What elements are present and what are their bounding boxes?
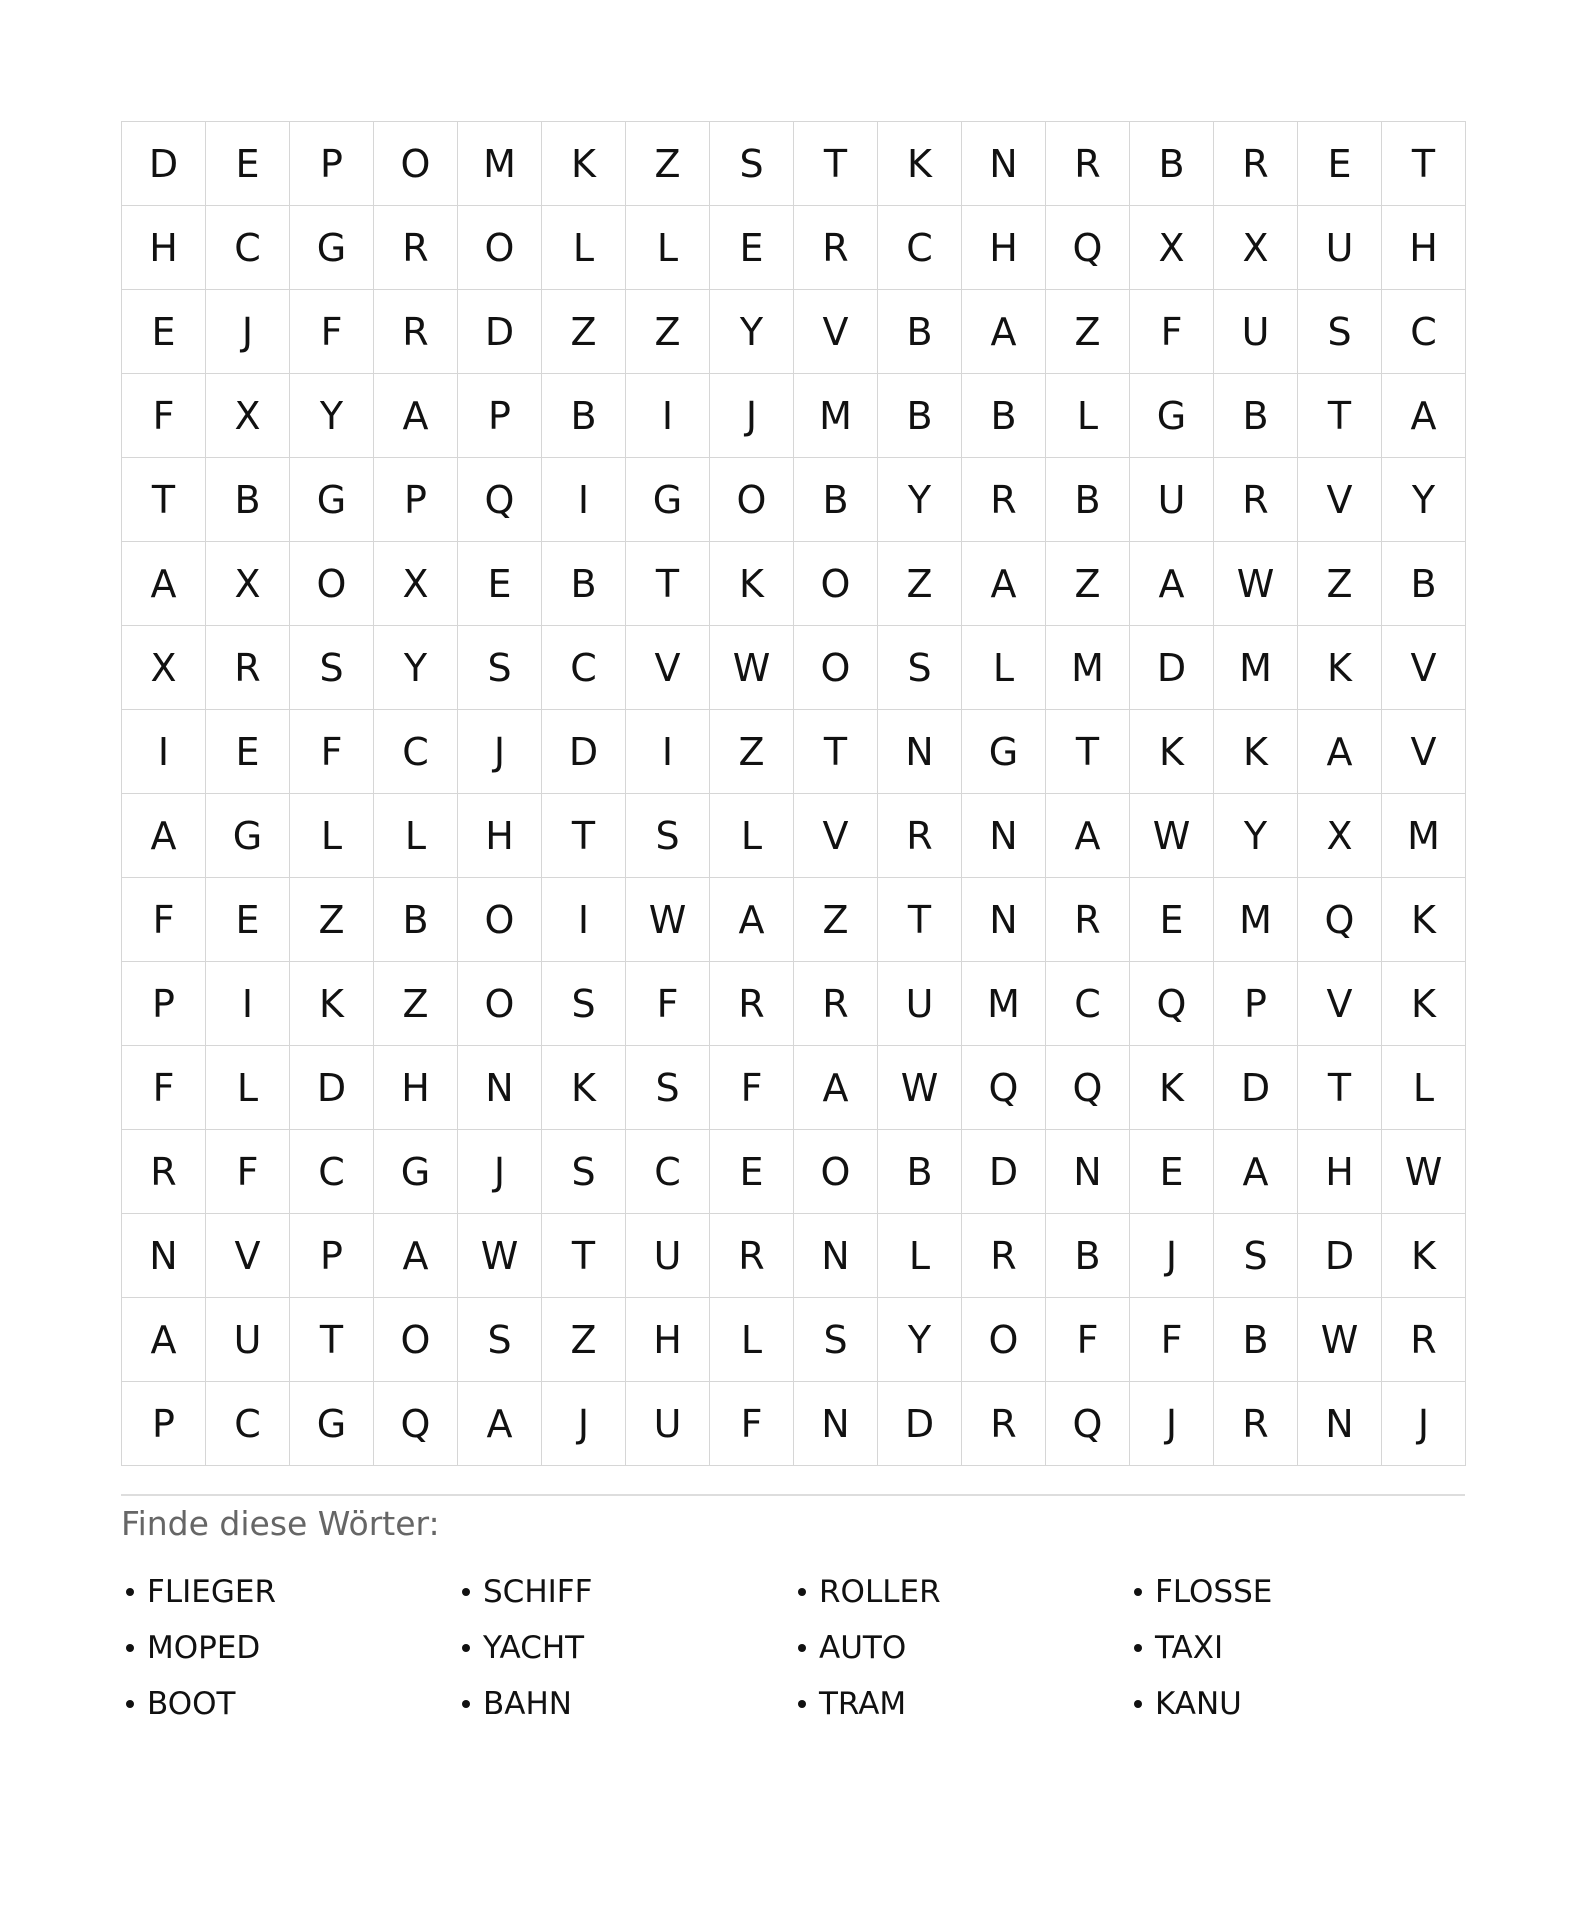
grid-cell[interactable]: Q	[1046, 206, 1130, 290]
grid-cell[interactable]: R	[1046, 122, 1130, 206]
grid-cell[interactable]: L	[626, 206, 710, 290]
grid-cell[interactable]: G	[206, 794, 290, 878]
word-list-item	[1129, 1564, 1465, 1620]
grid-cell[interactable]: Y	[878, 458, 962, 542]
grid-cell[interactable]: A	[374, 1214, 458, 1298]
grid-cell[interactable]: N	[962, 794, 1046, 878]
word-list-item	[793, 1564, 1129, 1620]
grid-cell[interactable]: I	[626, 710, 710, 794]
grid-cell[interactable]: R	[1046, 878, 1130, 962]
grid-cell[interactable]: I	[122, 710, 206, 794]
grid-cell[interactable]: C	[1046, 962, 1130, 1046]
grid-cell[interactable]: V	[1382, 710, 1466, 794]
grid-cell[interactable]: O	[374, 122, 458, 206]
grid-cell[interactable]: A	[962, 542, 1046, 626]
grid-cell[interactable]: S	[542, 962, 626, 1046]
grid-cell[interactable]: C	[542, 626, 626, 710]
grid-cell[interactable]: L	[542, 206, 626, 290]
grid-cell[interactable]: A	[1298, 710, 1382, 794]
grid-cell[interactable]: Q	[458, 458, 542, 542]
grid-cell[interactable]: B	[374, 878, 458, 962]
grid-cell[interactable]: K	[542, 122, 626, 206]
word-label: FLIEGER	[147, 1574, 276, 1610]
word-label: TRAM	[819, 1686, 907, 1722]
grid-cell[interactable]: K	[542, 1046, 626, 1130]
grid-cell[interactable]: T	[1298, 1046, 1382, 1130]
grid-cell[interactable]: Q	[1298, 878, 1382, 962]
grid-cell[interactable]: J	[1130, 1214, 1214, 1298]
word-list-item	[121, 1676, 457, 1732]
grid-cell[interactable]: M	[1214, 626, 1298, 710]
grid-cell[interactable]: O	[710, 458, 794, 542]
grid-cell[interactable]: A	[710, 878, 794, 962]
grid-cell[interactable]: B	[206, 458, 290, 542]
grid-cell[interactable]: B	[542, 542, 626, 626]
grid-cell[interactable]: R	[1214, 458, 1298, 542]
grid-cell[interactable]: Z	[290, 878, 374, 962]
letter-grid	[121, 121, 1466, 1466]
grid-cell[interactable]: F	[1130, 1298, 1214, 1382]
grid-cell[interactable]: L	[1382, 1046, 1466, 1130]
grid-cell[interactable]: M	[1382, 794, 1466, 878]
grid-cell[interactable]: L	[710, 1298, 794, 1382]
grid-cell[interactable]: M	[794, 374, 878, 458]
grid-cell[interactable]: X	[206, 542, 290, 626]
grid-cell[interactable]: K	[290, 962, 374, 1046]
grid-cell[interactable]: I	[626, 374, 710, 458]
grid-cell[interactable]: C	[206, 206, 290, 290]
grid-cell[interactable]: I	[542, 878, 626, 962]
grid-cell[interactable]: W	[458, 1214, 542, 1298]
bullet-icon	[1134, 1588, 1142, 1596]
grid-cell[interactable]: A	[374, 374, 458, 458]
grid-cell[interactable]: K	[710, 542, 794, 626]
grid-cell[interactable]: R	[794, 962, 878, 1046]
grid-cell[interactable]: G	[290, 1382, 374, 1466]
grid-cell[interactable]: O	[458, 962, 542, 1046]
grid-cell[interactable]: S	[878, 626, 962, 710]
grid-cell[interactable]: B	[1382, 542, 1466, 626]
bullet-icon	[1134, 1700, 1142, 1708]
grid-cell[interactable]: V	[794, 290, 878, 374]
grid-cell[interactable]: W	[1130, 794, 1214, 878]
grid-cell[interactable]: N	[122, 1214, 206, 1298]
grid-cell[interactable]: S	[794, 1298, 878, 1382]
grid-cell[interactable]: T	[1298, 374, 1382, 458]
grid-cell[interactable]: B	[1214, 1298, 1298, 1382]
bullet-icon	[462, 1588, 470, 1596]
grid-cell[interactable]: K	[878, 122, 962, 206]
grid-cell[interactable]: T	[290, 1298, 374, 1382]
word-list-item	[457, 1564, 793, 1620]
grid-cell[interactable]: O	[794, 542, 878, 626]
grid-cell[interactable]: W	[1298, 1298, 1382, 1382]
grid-cell[interactable]: V	[794, 794, 878, 878]
grid-cell[interactable]: T	[794, 710, 878, 794]
grid-cell[interactable]: L	[374, 794, 458, 878]
grid-cell[interactable]: Y	[374, 626, 458, 710]
word-label: ROLLER	[819, 1574, 941, 1610]
grid-cell[interactable]: K	[1130, 710, 1214, 794]
grid-cell[interactable]: N	[962, 878, 1046, 962]
grid-cell[interactable]: A	[1046, 794, 1130, 878]
grid-cell[interactable]: F	[122, 878, 206, 962]
grid-cell[interactable]: Q	[1046, 1382, 1130, 1466]
grid-cell[interactable]: C	[626, 1130, 710, 1214]
word-search-puzzle	[121, 121, 1463, 1732]
grid-cell[interactable]: L	[710, 794, 794, 878]
grid-cell[interactable]: A	[122, 1298, 206, 1382]
grid-cell[interactable]: O	[794, 1130, 878, 1214]
grid-cell[interactable]: H	[458, 794, 542, 878]
grid-cell[interactable]: Z	[626, 122, 710, 206]
bullet-icon	[798, 1700, 806, 1708]
grid-cell[interactable]: C	[290, 1130, 374, 1214]
grid-cell[interactable]: P	[290, 1214, 374, 1298]
grid-cell[interactable]: K	[1298, 626, 1382, 710]
grid-cell[interactable]: T	[794, 122, 878, 206]
grid-cell[interactable]: R	[962, 1382, 1046, 1466]
grid-cell[interactable]: U	[878, 962, 962, 1046]
grid-cell[interactable]: F	[1046, 1298, 1130, 1382]
grid-cell[interactable]: R	[1214, 1382, 1298, 1466]
grid-cell[interactable]: J	[458, 710, 542, 794]
grid-cell[interactable]: Z	[374, 962, 458, 1046]
grid-cell[interactable]: R	[1214, 122, 1298, 206]
grid-cell[interactable]: I	[542, 458, 626, 542]
grid-cell[interactable]: L	[290, 794, 374, 878]
grid-cell[interactable]: J	[1382, 1382, 1466, 1466]
grid-cell[interactable]: M	[1214, 878, 1298, 962]
grid-cell[interactable]: B	[794, 458, 878, 542]
word-list-item	[121, 1564, 457, 1620]
grid-cell[interactable]: O	[290, 542, 374, 626]
grid-cell[interactable]: V	[626, 626, 710, 710]
grid-cell[interactable]: R	[710, 1214, 794, 1298]
grid-cell[interactable]: E	[206, 710, 290, 794]
grid-cell[interactable]: Z	[1046, 542, 1130, 626]
grid-cell[interactable]: L	[962, 626, 1046, 710]
grid-cell[interactable]: T	[878, 878, 962, 962]
word-label: MOPED	[147, 1630, 261, 1666]
grid-cell[interactable]: F	[710, 1046, 794, 1130]
grid-cell[interactable]: E	[1130, 878, 1214, 962]
grid-cell[interactable]: H	[374, 1046, 458, 1130]
grid-cell[interactable]: O	[794, 626, 878, 710]
grid-cell[interactable]: R	[1382, 1298, 1466, 1382]
grid-cell[interactable]: R	[206, 626, 290, 710]
grid-cell[interactable]: H	[962, 206, 1046, 290]
word-label: SCHIFF	[483, 1574, 593, 1610]
grid-cell[interactable]: F	[290, 710, 374, 794]
grid-cell[interactable]: X	[1130, 206, 1214, 290]
grid-cell[interactable]: T	[542, 794, 626, 878]
grid-cell[interactable]: B	[1046, 458, 1130, 542]
grid-cell[interactable]: G	[626, 458, 710, 542]
grid-cell[interactable]: X	[206, 374, 290, 458]
grid-cell[interactable]: D	[1298, 1214, 1382, 1298]
grid-cell[interactable]: F	[122, 374, 206, 458]
grid-cell[interactable]: F	[626, 962, 710, 1046]
bullet-icon	[1134, 1644, 1142, 1652]
bullet-icon	[126, 1700, 134, 1708]
grid-cell[interactable]: H	[122, 206, 206, 290]
grid-cell[interactable]: H	[626, 1298, 710, 1382]
grid-cell[interactable]: Y	[878, 1298, 962, 1382]
grid-cell[interactable]: A	[1382, 374, 1466, 458]
grid-cell[interactable]: V	[1382, 626, 1466, 710]
bullet-icon	[126, 1588, 134, 1596]
word-list-item	[1129, 1676, 1465, 1732]
grid-cell[interactable]: R	[962, 458, 1046, 542]
grid-cell[interactable]: C	[206, 1382, 290, 1466]
grid-cell[interactable]: P	[1214, 962, 1298, 1046]
grid-cell[interactable]: G	[1130, 374, 1214, 458]
grid-cell[interactable]: L	[1046, 374, 1130, 458]
grid-cell[interactable]: T	[122, 458, 206, 542]
grid-cell[interactable]: U	[1214, 290, 1298, 374]
grid-cell[interactable]: S	[710, 122, 794, 206]
word-list	[121, 1564, 1465, 1732]
word-list-item	[793, 1620, 1129, 1676]
grid-cell[interactable]: F	[710, 1382, 794, 1466]
grid-cell[interactable]: B	[1130, 122, 1214, 206]
grid-cell[interactable]: C	[374, 710, 458, 794]
grid-cell[interactable]: O	[374, 1298, 458, 1382]
grid-cell[interactable]: Y	[1214, 794, 1298, 878]
grid-cell[interactable]: L	[206, 1046, 290, 1130]
grid-cell[interactable]: S	[626, 794, 710, 878]
grid-cell[interactable]: U	[1130, 458, 1214, 542]
grid-cell[interactable]: D	[878, 1382, 962, 1466]
grid-cell[interactable]: K	[1214, 710, 1298, 794]
grid-cell[interactable]: X	[1298, 794, 1382, 878]
grid-cell[interactable]: A	[794, 1046, 878, 1130]
word-label: AUTO	[819, 1630, 907, 1666]
grid-cell[interactable]: D	[1130, 626, 1214, 710]
grid-cell[interactable]: A	[962, 290, 1046, 374]
grid-cell[interactable]: N	[794, 1382, 878, 1466]
grid-cell[interactable]: Y	[710, 290, 794, 374]
grid-cell[interactable]: J	[542, 1382, 626, 1466]
grid-cell[interactable]: D	[290, 1046, 374, 1130]
bullet-icon	[798, 1588, 806, 1596]
bullet-icon	[462, 1644, 470, 1652]
word-label: FLOSSE	[1155, 1574, 1273, 1610]
grid-cell[interactable]: G	[374, 1130, 458, 1214]
grid-cell[interactable]: U	[626, 1214, 710, 1298]
grid-cell[interactable]: M	[458, 122, 542, 206]
grid-cell[interactable]: M	[962, 962, 1046, 1046]
grid-cell[interactable]: B	[542, 374, 626, 458]
grid-cell[interactable]: P	[122, 1382, 206, 1466]
grid-cell[interactable]: C	[878, 206, 962, 290]
divider	[121, 1494, 1465, 1496]
grid-cell[interactable]: O	[962, 1298, 1046, 1382]
grid-cell[interactable]: J	[1130, 1382, 1214, 1466]
bullet-icon	[798, 1644, 806, 1652]
grid-cell[interactable]: C	[1382, 290, 1466, 374]
grid-cell[interactable]: R	[374, 206, 458, 290]
word-label: BAHN	[483, 1686, 572, 1722]
grid-cell[interactable]: Z	[542, 290, 626, 374]
grid-cell[interactable]: A	[458, 1382, 542, 1466]
grid-cell[interactable]: D	[962, 1130, 1046, 1214]
grid-cell[interactable]: U	[626, 1382, 710, 1466]
grid-cell[interactable]: E	[458, 542, 542, 626]
grid-cell[interactable]: B	[878, 1130, 962, 1214]
grid-cell[interactable]: E	[1130, 1130, 1214, 1214]
grid-cell[interactable]: Q	[1046, 1046, 1130, 1130]
grid-cell[interactable]: X	[374, 542, 458, 626]
grid-cell[interactable]: Z	[710, 710, 794, 794]
grid-cell[interactable]: N	[794, 1214, 878, 1298]
grid-cell[interactable]: B	[878, 374, 962, 458]
grid-cell[interactable]: A	[1130, 542, 1214, 626]
bullet-icon	[462, 1700, 470, 1708]
grid-cell[interactable]: Z	[542, 1298, 626, 1382]
grid-cell[interactable]: H	[1298, 1130, 1382, 1214]
grid-cell[interactable]: S	[626, 1046, 710, 1130]
grid-cell[interactable]: R	[878, 794, 962, 878]
grid-cell[interactable]: U	[206, 1298, 290, 1382]
grid-cell[interactable]: Z	[794, 878, 878, 962]
grid-cell[interactable]: T	[1046, 710, 1130, 794]
grid-cell[interactable]: K	[1382, 962, 1466, 1046]
grid-cell[interactable]: E	[710, 206, 794, 290]
grid-cell[interactable]: R	[374, 290, 458, 374]
grid-cell[interactable]: S	[458, 626, 542, 710]
grid-cell[interactable]: O	[458, 206, 542, 290]
grid-cell[interactable]: T	[542, 1214, 626, 1298]
grid-cell[interactable]: K	[1382, 1214, 1466, 1298]
bullet-icon	[126, 1644, 134, 1652]
grid-cell[interactable]: N	[1298, 1382, 1382, 1466]
grid-cell[interactable]: L	[878, 1214, 962, 1298]
grid-cell[interactable]: D	[458, 290, 542, 374]
grid-cell[interactable]: S	[1298, 290, 1382, 374]
grid-cell[interactable]: U	[1298, 206, 1382, 290]
grid-cell[interactable]: E	[1298, 122, 1382, 206]
grid-cell[interactable]: J	[458, 1130, 542, 1214]
grid-cell[interactable]: T	[626, 542, 710, 626]
grid-cell[interactable]: A	[122, 542, 206, 626]
grid-cell[interactable]: B	[962, 374, 1046, 458]
grid-cell[interactable]: P	[374, 458, 458, 542]
grid-cell[interactable]: W	[1382, 1130, 1466, 1214]
grid-cell[interactable]: B	[1046, 1214, 1130, 1298]
grid-cell[interactable]: E	[122, 290, 206, 374]
grid-cell[interactable]: J	[206, 290, 290, 374]
grid-cell[interactable]: H	[1382, 206, 1466, 290]
grid-cell[interactable]: F	[122, 1046, 206, 1130]
grid-cell[interactable]: V	[206, 1214, 290, 1298]
word-label: TAXI	[1155, 1630, 1224, 1666]
grid-cell[interactable]: S	[290, 626, 374, 710]
grid-cell[interactable]: B	[878, 290, 962, 374]
grid-cell[interactable]: S	[458, 1298, 542, 1382]
grid-cell[interactable]: R	[710, 962, 794, 1046]
grid-cell[interactable]: T	[1382, 122, 1466, 206]
grid-cell[interactable]: R	[122, 1130, 206, 1214]
grid-cell[interactable]: S	[542, 1130, 626, 1214]
grid-cell[interactable]: W	[1214, 542, 1298, 626]
grid-cell[interactable]: K	[1382, 878, 1466, 962]
grid-cell[interactable]: Q	[374, 1382, 458, 1466]
grid-cell[interactable]: V	[1298, 458, 1382, 542]
grid-cell[interactable]: Z	[1046, 290, 1130, 374]
grid-cell[interactable]: E	[710, 1130, 794, 1214]
word-list-item	[457, 1676, 793, 1732]
grid-cell[interactable]: D	[542, 710, 626, 794]
grid-cell[interactable]: X	[122, 626, 206, 710]
grid-cell[interactable]: J	[710, 374, 794, 458]
word-list-title: Finde diese Wörter:	[121, 1504, 440, 1543]
grid-cell[interactable]: Q	[1130, 962, 1214, 1046]
word-list-item	[793, 1676, 1129, 1732]
word-list-item	[1129, 1620, 1465, 1676]
grid-cell[interactable]: P	[122, 962, 206, 1046]
grid-cell[interactable]: A	[1214, 1130, 1298, 1214]
word-list-item	[457, 1620, 793, 1676]
grid-cell[interactable]: N	[1046, 1130, 1130, 1214]
grid-cell[interactable]: I	[206, 962, 290, 1046]
grid-cell[interactable]: N	[962, 122, 1046, 206]
grid-cell[interactable]: O	[458, 878, 542, 962]
grid-cell[interactable]: X	[1214, 206, 1298, 290]
grid-cell[interactable]: Y	[1382, 458, 1466, 542]
grid-cell[interactable]: F	[290, 290, 374, 374]
grid-cell[interactable]: V	[1298, 962, 1382, 1046]
grid-cell[interactable]: M	[1046, 626, 1130, 710]
grid-cell[interactable]: G	[290, 458, 374, 542]
grid-cell[interactable]: Z	[626, 290, 710, 374]
grid-cell[interactable]: G	[962, 710, 1046, 794]
word-label: BOOT	[147, 1686, 236, 1722]
word-label: KANU	[1155, 1686, 1242, 1722]
word-list-item	[121, 1620, 457, 1676]
grid-cell[interactable]: R	[962, 1214, 1046, 1298]
grid-cell[interactable]: P	[458, 374, 542, 458]
grid-cell[interactable]: Z	[1298, 542, 1382, 626]
grid-cell[interactable]: S	[1214, 1214, 1298, 1298]
grid-cell[interactable]: K	[1130, 1046, 1214, 1130]
grid-cell[interactable]: D	[122, 122, 206, 206]
grid-cell[interactable]: F	[1130, 290, 1214, 374]
grid-cell[interactable]: W	[710, 626, 794, 710]
grid-cell[interactable]: R	[794, 206, 878, 290]
grid-cell[interactable]: G	[290, 206, 374, 290]
grid-cell[interactable]: B	[1214, 374, 1298, 458]
grid-cell[interactable]: N	[458, 1046, 542, 1130]
grid-cell[interactable]: W	[626, 878, 710, 962]
grid-cell[interactable]: A	[122, 794, 206, 878]
grid-cell[interactable]: N	[878, 710, 962, 794]
grid-cell[interactable]: Z	[878, 542, 962, 626]
word-label: YACHT	[483, 1630, 585, 1666]
grid-cell[interactable]: P	[290, 122, 374, 206]
grid-cell[interactable]: F	[206, 1130, 290, 1214]
grid-cell[interactable]: Y	[290, 374, 374, 458]
grid-cell[interactable]: E	[206, 122, 290, 206]
grid-cell[interactable]: E	[206, 878, 290, 962]
grid-cell[interactable]: W	[878, 1046, 962, 1130]
grid-cell[interactable]: Q	[962, 1046, 1046, 1130]
grid-cell[interactable]: D	[1214, 1046, 1298, 1130]
